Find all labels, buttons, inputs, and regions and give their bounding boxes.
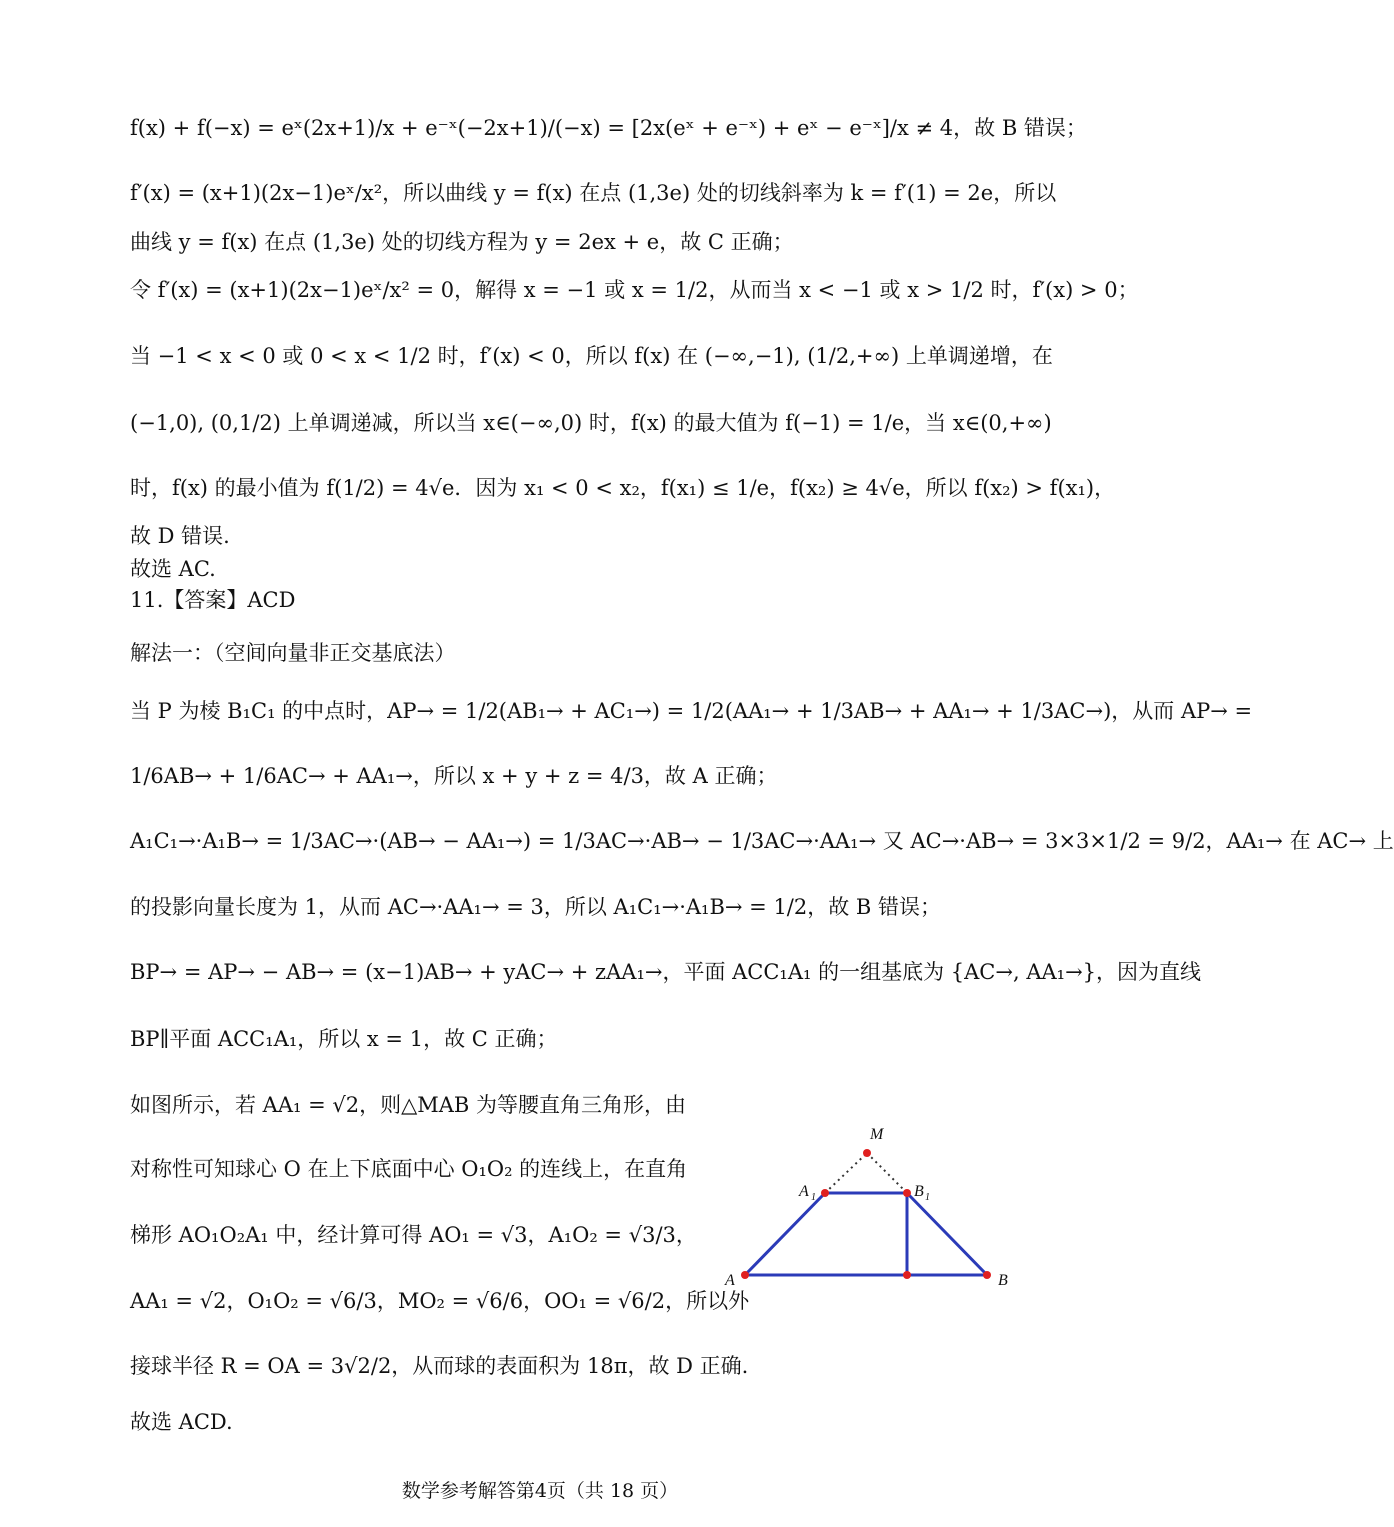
- text-line-6: (−1,0), (0,1/2) 上单调递减，所以当 x∈(−∞,0) 时，f(x) 的最大值为 f(−1) = 1/e，当 x∈(0,+∞): [130, 411, 1052, 435]
- text-line-19: 对称性可知球心 O 在上下底面中心 O₁O₂ 的连线上，在直角: [130, 1157, 688, 1181]
- answer-heading: 11.【答案】ACD: [130, 588, 296, 612]
- label-m: M: [870, 1126, 884, 1143]
- text-line-20: 梯形 AO₁O₂A₁ 中，经计算可得 AO₁ = √3，A₁O₂ = √3/3，: [130, 1223, 697, 1247]
- trapezoid-figure: [715, 1115, 1025, 1295]
- text-line-13: 1/6AB→ + 1/6AC→ + AA₁→，所以 x + y + z = 4/3，故 A 正确；: [130, 764, 778, 788]
- text-line-5: 当 −1 < x < 0 或 0 < x < 1/2 时，f′(x) < 0，所以 f(x) 在 (−∞,−1), (1/2,+∞) 上单调递增，在: [130, 344, 1053, 368]
- text-line-16: BP→ = AP→ − AB→ = (x−1)AB→ + yAC→ + zAA₁→，平面 ACC₁A₁ 的一组基底为 {AC→, AA₁→}，因为直线: [130, 960, 1202, 984]
- text-line-14: A₁C₁→·A₁B→ = 1/3AC→·(AB→ − AA₁→) = 1/3AC→·AB→ − 1/3AC→·AA₁→ 又 AC→·AB→ = 3×3×1/2 = 9/2，AA₁→ 在 AC→ 上: [130, 829, 1394, 853]
- text-line-2: f′(x) = (x+1)(2x−1)eˣ/x²，所以曲线 y = f(x) 在点 (1,3e) 处的切线斜率为 k = f′(1) = 2e，所以: [130, 181, 1057, 205]
- edge-b1-b: [907, 1193, 987, 1275]
- text-line-21: AA₁ = √2，O₁O₂ = √6/3，MO₂ = √6/6，OO₁ = √6/2，所以外: [130, 1289, 750, 1313]
- page-footer: 数学参考解答第4页（共 18 页）: [401, 1480, 679, 1502]
- label-b1-subscript: 1: [925, 1192, 930, 1203]
- text-line-18: 如图所示，若 AA₁ = √2，则△MAB 为等腰直角三角形，由: [130, 1093, 687, 1117]
- final-answer: 故选 ACD.: [130, 1410, 233, 1434]
- text-line-17: BP∥平面 ACC₁A₁，所以 x = 1，故 C 正确；: [130, 1027, 558, 1051]
- label-a1: A: [799, 1183, 809, 1200]
- label-b: B: [998, 1272, 1008, 1289]
- dotted-line-a1-m: [825, 1153, 867, 1193]
- text-line-1: f(x) + f(−x) = eˣ(2x+1)/x + e⁻ˣ(−2x+1)/(−x) = [2x(eˣ + e⁻ˣ) + eˣ − e⁻ˣ]/x ≠ 4，故 B 错误；: [130, 116, 1087, 140]
- point-b: [983, 1271, 991, 1279]
- label-a1-subscript: 1: [811, 1192, 816, 1203]
- label-a: A: [725, 1272, 735, 1289]
- text-line-7: 时，f(x) 的最小值为 f(1/2) = 4√e．因为 x₁ < 0 < x₂，f(x₁) ≤ 1/e，f(x₂) ≥ 4√e，所以 f(x₂) > f(x₁)，: [130, 476, 1116, 500]
- dotted-line-m-b1: [867, 1153, 907, 1193]
- text-line-22: 接球半径 R = OA = 3√2/2，从而球的表面积为 18π，故 D 正确.: [130, 1354, 749, 1378]
- text-line-15: 的投影向量长度为 1，从而 AC→·AA₁→ = 3，所以 A₁C₁→·A₁B→ = 1/2，故 B 错误；: [130, 895, 942, 919]
- text-line-3: 曲线 y = f(x) 在点 (1,3e) 处的切线方程为 y = 2ex + e，故 C 正确；: [130, 230, 794, 254]
- point-b1: [903, 1189, 911, 1197]
- label-b1: B: [914, 1183, 924, 1200]
- point-m: [863, 1149, 871, 1157]
- point-foot: [903, 1271, 911, 1279]
- point-a1: [821, 1189, 829, 1197]
- text-line-12: 当 P 为棱 B₁C₁ 的中点时，AP→ = 1/2(AB₁→ + AC₁→) = 1/2(AA₁→ + 1/3AB→ + AA₁→ + 1/3AC→)，从而 AP→ =: [130, 699, 1253, 723]
- text-line-4: 令 f′(x) = (x+1)(2x−1)eˣ/x² = 0，解得 x = −1 或 x = 1/2，从而当 x < −1 或 x > 1/2 时，f′(x) > 0；: [130, 278, 1139, 302]
- text-line-9: 故选 AC.: [130, 557, 216, 581]
- method-heading: 解法一：（空间向量非正交基底法）: [130, 641, 456, 665]
- text-line-8: 故 D 错误.: [130, 524, 230, 548]
- point-a: [741, 1271, 749, 1279]
- edge-a-a1: [745, 1193, 825, 1275]
